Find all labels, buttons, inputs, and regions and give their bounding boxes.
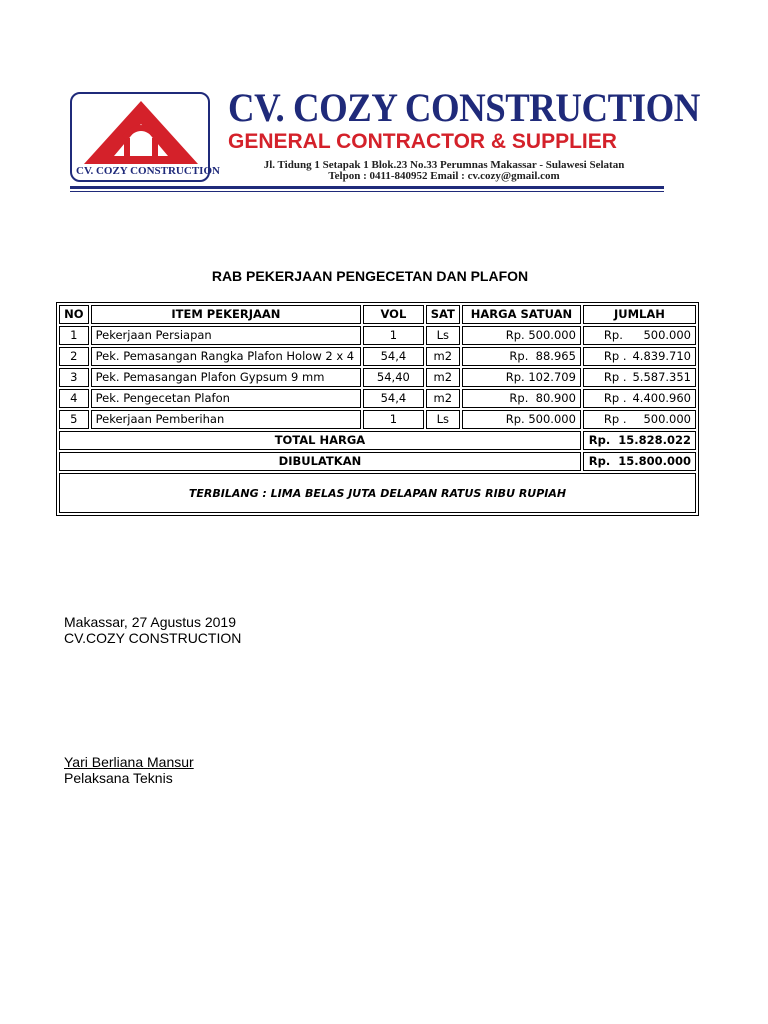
row-vol: 54,4 xyxy=(363,347,423,366)
row-jumlah-currency: Rp . xyxy=(603,391,627,405)
row-no: 4 xyxy=(59,389,89,408)
row-vol: 1 xyxy=(363,326,423,345)
row-item: Pek. Pemasangan Rangka Plafon Holow 2 x 4 xyxy=(91,347,362,366)
table-row xyxy=(59,347,696,366)
signer-name: Yari Berliana Mansur xyxy=(64,754,194,770)
terbilang-row xyxy=(59,473,696,513)
table-header-row xyxy=(59,305,696,324)
terbilang-text: TERBILANG : LIMA BELAS JUTA DELAPAN RATUS RIBU RUPIAH xyxy=(59,473,696,513)
company-logo xyxy=(70,92,220,182)
rounded-row xyxy=(59,452,696,471)
row-harga: Rp. 500.000 xyxy=(462,326,581,345)
row-jumlah-value: 500.000 xyxy=(643,412,691,426)
row-harga: Rp. 500.000 xyxy=(462,410,581,429)
row-jumlah-currency: Rp. xyxy=(603,328,623,342)
row-vol: 1 xyxy=(363,410,423,429)
header-no: NO xyxy=(59,305,89,324)
row-jumlah xyxy=(583,347,696,366)
row-jumlah xyxy=(583,410,696,429)
table-row xyxy=(59,410,696,429)
rounded-label: DIBULATKAN xyxy=(59,452,581,471)
header-jumlah: JUMLAH xyxy=(583,305,696,324)
total-label: TOTAL HARGA xyxy=(59,431,581,450)
row-jumlah-value: 4.839.710 xyxy=(632,349,691,363)
place-date: Makassar, 27 Agustus 2019 xyxy=(64,614,236,630)
row-item: Pekerjaan Persiapan xyxy=(91,326,362,345)
row-no: 1 xyxy=(59,326,89,345)
rounded-value: Rp. 15.800.000 xyxy=(583,452,696,471)
row-harga: Rp. 80.900 xyxy=(462,389,581,408)
table-row xyxy=(59,368,696,387)
rab-table xyxy=(56,302,699,516)
company-name: CV. COZY CONSTRUCTION xyxy=(228,85,700,130)
row-jumlah-value: 500.000 xyxy=(643,328,691,342)
header-sat: SAT xyxy=(426,305,460,324)
signature-company: CV.COZY CONSTRUCTION xyxy=(64,630,242,646)
row-harga: Rp. 102.709 xyxy=(462,368,581,387)
logo-emblem-icon xyxy=(80,98,202,166)
table-row xyxy=(59,326,696,345)
table-row xyxy=(59,389,696,408)
row-no: 5 xyxy=(59,410,89,429)
row-no: 3 xyxy=(59,368,89,387)
row-item: Pek. Pengecetan Plafon xyxy=(91,389,362,408)
row-no: 2 xyxy=(59,347,89,366)
total-value: Rp. 15.828.022 xyxy=(583,431,696,450)
header-item: ITEM PEKERJAAN xyxy=(91,305,362,324)
row-sat: Ls xyxy=(426,410,460,429)
logo-caption: CV. COZY CONSTRUCTION xyxy=(76,165,220,177)
signer-position: Pelaksana Teknis xyxy=(64,770,173,786)
row-vol: 54,40 xyxy=(363,368,423,387)
row-jumlah-currency: Rp . xyxy=(603,349,627,363)
header-harga: HARGA SATUAN xyxy=(462,305,581,324)
row-jumlah xyxy=(583,389,696,408)
row-item: Pek. Pemasangan Plafon Gypsum 9 mm xyxy=(91,368,362,387)
row-sat: m2 xyxy=(426,368,460,387)
company-address: Jl. Tidung 1 Setapak 1 Blok.23 No.33 Perumnas Makassar - Sulawesi Selatan xyxy=(263,159,625,171)
row-jumlah-value: 5.587.351 xyxy=(632,370,691,384)
row-sat: m2 xyxy=(426,347,460,366)
company-contact: Telpon : 0411-840952 Email : cv.cozy@gmail.com xyxy=(328,170,560,182)
row-jumlah-currency: Rp . xyxy=(603,412,627,426)
company-tagline: GENERAL CONTRACTOR & SUPPLIER xyxy=(228,130,617,153)
row-jumlah xyxy=(583,326,696,345)
letterhead-divider-thin xyxy=(70,191,664,192)
letterhead-divider xyxy=(70,186,664,189)
row-vol: 54,4 xyxy=(363,389,423,408)
row-item: Pekerjaan Pemberihan xyxy=(91,410,362,429)
row-harga: Rp. 88.965 xyxy=(462,347,581,366)
row-sat: m2 xyxy=(426,389,460,408)
row-jumlah-currency: Rp . xyxy=(603,370,627,384)
row-jumlah-value: 4.400.960 xyxy=(632,391,691,405)
total-row xyxy=(59,431,696,450)
header-vol: VOL xyxy=(363,305,423,324)
row-sat: Ls xyxy=(426,326,460,345)
row-jumlah xyxy=(583,368,696,387)
document-title: RAB PEKERJAAN PENGECETAN DAN PLAFON xyxy=(211,268,529,284)
